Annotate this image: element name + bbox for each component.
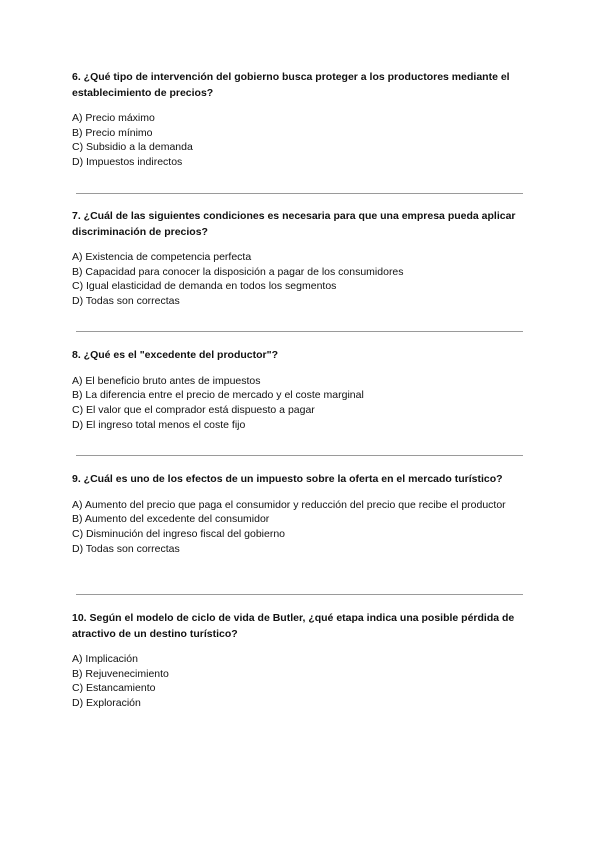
separator [76,331,523,332]
option-b: B) Rejuvenecimiento [72,667,169,680]
option-d: D) Exploración [72,697,141,710]
separator [76,455,523,456]
option-c: C) El valor que el comprador está dispuesto a pagar [72,403,315,416]
separator [76,594,523,595]
separator [76,193,523,194]
question-9 [72,472,530,556]
option-d: D) Todas son correctas [72,295,180,308]
option-b: B) La diferencia entre el precio de mercado y el coste marginal [72,389,364,402]
question-8 [72,348,530,432]
question-7 [72,209,530,309]
option-c: C) Igual elasticidad de demanda en todos los segmentos [72,280,337,293]
option-d: D) Todas son correctas [72,542,180,555]
option-a: A) Precio máximo [72,112,155,124]
option-a: A) El beneficio bruto antes de impuestos [72,374,261,387]
question-title: 9. ¿Cuál es uno de los efectos de un impuesto sobre la oferta en el mercado turístico? [72,473,503,485]
question-title: 6. ¿Qué tipo de intervención del gobierno busca proteger a los productores mediante el establecimiento de precios? [72,71,510,99]
option-d: D) El ingreso total menos el coste fijo [72,418,246,431]
question-title: 10. Según el modelo de ciclo de vida de Butler, ¿qué etapa indica una posible pérdida de atractivo de un destino turístico? [72,612,515,640]
option-d: D) Impuestos indirectos [72,156,183,169]
option-a: A) Aumento del precio que paga el consumidor y reducción del precio que recibe el productor [72,498,506,511]
option-c: C) Disminución del ingreso fiscal del gobierno [72,527,286,540]
option-a: A) Existencia de competencia perfecta [72,251,252,263]
option-b: B) Precio mínimo [72,126,153,139]
option-c: C) Subsidio a la demanda [72,141,193,154]
question-title: 7. ¿Cuál de las siguientes condiciones es necesaria para que una empresa pueda aplicar discriminación de precios? [72,210,516,238]
option-b: B) Capacidad para conocer la disposición a pagar de los consumidores [72,265,404,278]
option-a: A) Implicación [72,653,138,665]
question-title: 8. ¿Qué es el "excedente del productor"? [72,349,279,361]
option-c: C) Estancamiento [72,682,156,695]
option-b: B) Aumento del excedente del consumidor [72,513,270,526]
question-6 [72,70,530,170]
question-10 [72,611,530,711]
